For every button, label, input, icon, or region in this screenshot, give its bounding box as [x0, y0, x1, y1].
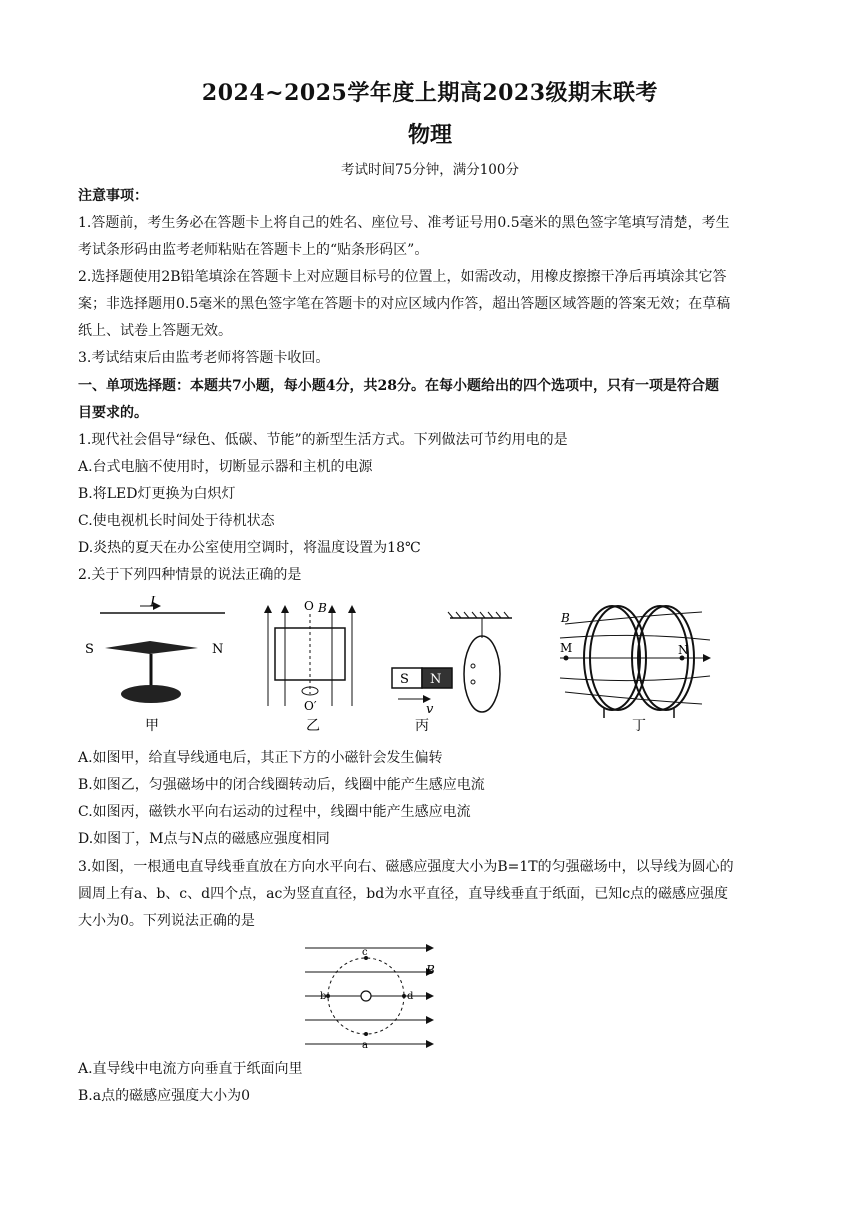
field-b-label: B: [318, 601, 327, 615]
figure-label-jia: 甲: [145, 718, 159, 734]
option-b: B.将LED灯更换为白炽灯: [78, 486, 236, 502]
field-b-label: B: [561, 611, 570, 625]
option-a: A.台式电脑不使用时，切断显示器和主机的电源: [78, 459, 373, 475]
figure-jia: [85, 596, 225, 734]
question-stem: 1.现代社会倡导“绿色、低碳、节能”的新型生活方式。下列做法可节约用电的是: [78, 432, 568, 448]
question-stem: 3.如图，一根通电直导线垂直放在方向水平向右、磁感应强度大小为B=1T的匀强磁场中，以导线为圆心的: [78, 859, 734, 875]
option-a: A.直导线中电流方向垂直于纸面向里: [78, 1061, 303, 1077]
q3-figure: [300, 940, 450, 1058]
pole-n-label: N: [212, 642, 224, 657]
point-a-label: a: [362, 1040, 368, 1051]
notice-line: 考试条形码由监考老师粘贴在答题卡上的“贴条形码区”。: [78, 242, 429, 258]
question-stem: 圆周上有a、b、c、d四个点，ac为竖直直径，bd为水平直径，直导线垂直于纸面，已知c点的磁感应强度: [78, 886, 729, 902]
section-heading: 一、单项选择题：本题共7小题，每小题4分，共28分。在每小题给出的四个选项中，只有一项是符合题: [78, 378, 719, 394]
magnet-s-label: S: [400, 672, 409, 687]
question-stem: 大小为0。下列说法正确的是: [78, 913, 255, 929]
subject-title: 物理: [407, 122, 452, 148]
notice-line: 1.答题前，考生务必在答题卡上将自己的姓名、座位号、准考证号用0.5毫米的黑色签字笔填写清楚，考生: [78, 215, 730, 231]
option-c: C.如图丙，磁铁水平向右运动的过程中，线圈中能产生感应电流: [78, 804, 471, 820]
magnet-n-label: N: [430, 672, 442, 687]
option-d: D.炎热的夏天在办公室使用空调时，将温度设置为18℃: [78, 540, 421, 556]
axis-o-label: O: [304, 599, 314, 613]
velocity-label: v: [426, 702, 434, 717]
current-label: I: [150, 596, 156, 610]
axis-o-prime-label: O′: [304, 699, 317, 713]
figure-label-bing: 丙: [415, 718, 429, 734]
figure-yi: [268, 599, 352, 734]
notice-line: 2.选择题使用2B铅笔填涂在答题卡上对应题目标号的位置上，如需改动，用橡皮擦擦干净后再填涂其它答: [78, 269, 727, 285]
wire-cross-section: [361, 991, 371, 1001]
q2-figure: [70, 596, 720, 741]
question-stem: 2.关于下列四种情景的说法正确的是: [78, 567, 302, 583]
notice-line: 3.考试结束后由监考老师将答题卡收回。: [78, 350, 330, 366]
point-b-label: b: [320, 991, 327, 1002]
exam-info: 考试时间75分钟，满分100分: [341, 162, 519, 178]
point-d-label: d: [407, 991, 414, 1002]
figure-label-ding: 丁: [632, 718, 646, 734]
figure-bing: [392, 612, 512, 734]
notice-line: 纸上、试卷上答题无效。: [78, 323, 232, 339]
option-b: B.a点的磁感应强度大小为0: [78, 1088, 250, 1104]
option-c: C.使电视机长时间处于待机状态: [78, 513, 275, 529]
figure-label-yi: 乙: [306, 718, 320, 734]
notice-line: 案；非选择题用0.5毫米的黑色签字笔在答题卡的对应区域内作答，超出答题区域答题的答案无效；在草稿: [78, 296, 731, 312]
figure-ding: [560, 606, 710, 734]
pole-s-label: S: [85, 642, 94, 657]
exam-title: 2024~2025学年度上期高2023级期末联考: [201, 80, 659, 106]
point-n-label: N: [678, 643, 689, 657]
option-b: B.如图乙，匀强磁场中的闭合线圈转动后，线圈中能产生感应电流: [78, 777, 485, 793]
section-heading: 目要求的。: [78, 405, 148, 421]
option-d: D.如图丁，M点与N点的磁感应强度相同: [78, 831, 330, 847]
field-b-label: B: [426, 963, 435, 977]
point-m-label: M: [560, 641, 573, 655]
point-c-label: c: [362, 947, 368, 958]
option-a: A.如图甲，给直导线通电后，其正下方的小磁针会发生偏转: [78, 750, 443, 766]
notice-heading: 注意事项：: [78, 188, 148, 204]
